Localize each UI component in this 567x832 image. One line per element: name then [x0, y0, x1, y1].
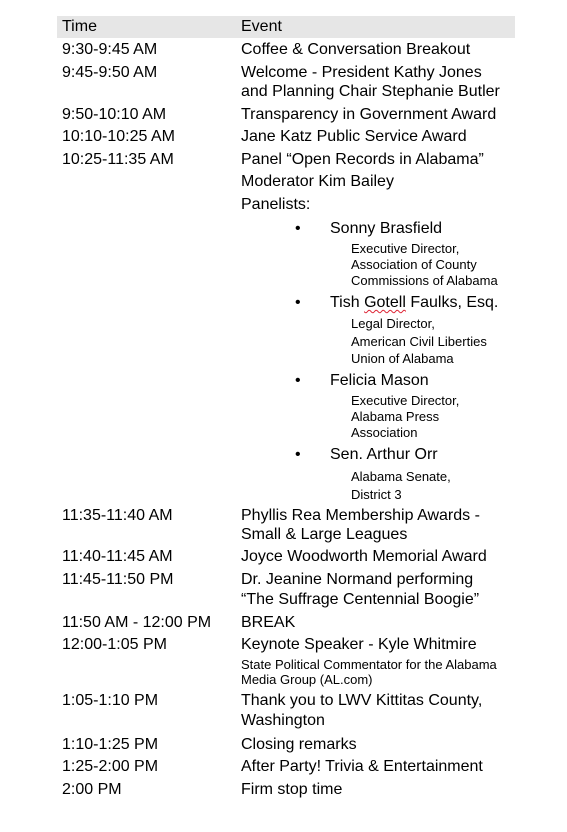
bullet-icon: • [295, 372, 301, 389]
bullet-icon: • [295, 220, 301, 237]
panelist-name: Sen. Arthur Orr [330, 446, 438, 463]
event-cell: Welcome - President Kathy Jones [241, 64, 482, 81]
time-cell: 10:10-10:25 AM [62, 128, 175, 145]
header-time: Time [62, 18, 97, 35]
event-cell: Joyce Woodworth Memorial Award [241, 548, 487, 565]
event-cell: Transparency in Government Award [241, 106, 497, 123]
event-cell: Closing remarks [241, 736, 357, 753]
panelist-title: Executive Director, [351, 393, 460, 408]
event-cell-line2: Small & Large Leagues [241, 526, 408, 543]
event-cell: Keynote Speaker - Kyle Whitmire [241, 636, 477, 653]
panelist-name: Felicia Mason [330, 372, 429, 389]
event-cell: Thank you to LWV Kittitas County, [241, 692, 483, 709]
event-subtext: State Political Commentator for the Alabama [241, 657, 497, 672]
event-cell: Firm stop time [241, 781, 343, 798]
time-cell: 11:50 AM - 12:00 PM [62, 614, 212, 631]
panelist-title: District 3 [351, 487, 402, 502]
event-cell: BREAK [241, 614, 296, 631]
time-cell: 9:50-10:10 AM [62, 106, 167, 123]
time-cell: 11:35-11:40 AM [62, 507, 173, 524]
event-cell-line2: Washington [241, 712, 325, 729]
bullet-icon: • [295, 294, 301, 311]
panelist-title: Union of Alabama [351, 351, 454, 366]
spellcheck-word: Gotell [364, 294, 406, 311]
panelist-title: Alabama Senate, [351, 469, 451, 484]
moderator-line: Moderator Kim Bailey [241, 173, 394, 190]
time-cell: 2:00 PM [62, 781, 122, 798]
event-cell: Panel “Open Records in Alabama” [241, 151, 484, 168]
event-cell: Coffee & Conversation Breakout [241, 41, 471, 58]
event-cell: Phyllis Rea Membership Awards - [241, 507, 480, 524]
panelist-title: Association [351, 425, 418, 440]
event-cell: Dr. Jeanine Normand performing [241, 571, 474, 588]
time-cell: 1:25-2:00 PM [62, 758, 159, 775]
event-cell-line2: and Planning Chair Stephanie Butler [241, 83, 500, 100]
panelist-title: Commissions of Alabama [351, 273, 498, 288]
bullet-icon: • [295, 446, 301, 463]
time-cell: 11:40-11:45 AM [62, 548, 173, 565]
time-cell: 12:00-1:05 PM [62, 636, 167, 653]
panelist-name: Tish Gotell Faulks, Esq. [330, 294, 499, 311]
event-cell: After Party! Trivia & Entertainment [241, 758, 483, 775]
time-cell: 1:10-1:25 PM [62, 736, 159, 753]
event-subtext: Media Group (AL.com) [241, 672, 373, 687]
panelist-title: Executive Director, [351, 241, 460, 256]
panelist-title: American Civil Liberties [351, 334, 487, 349]
event-cell-line2: “The Suffrage Centennial Boogie” [241, 591, 480, 608]
event-cell: Jane Katz Public Service Award [241, 128, 467, 145]
time-cell: 9:45-9:50 AM [62, 64, 158, 81]
time-cell: 9:30-9:45 AM [62, 41, 158, 58]
panelists-label: Panelists: [241, 196, 311, 213]
header-event: Event [241, 18, 282, 35]
time-cell: 10:25-11:35 AM [62, 151, 174, 168]
time-cell: 1:05-1:10 PM [62, 692, 159, 709]
panelist-title: Alabama Press [351, 409, 440, 424]
table-header [57, 16, 515, 38]
panelist-title: Association of County [351, 257, 477, 272]
time-cell: 11:45-11:50 PM [62, 571, 174, 588]
panelist-name: Sonny Brasfield [330, 220, 443, 237]
panelist-title: Legal Director, [351, 316, 435, 331]
